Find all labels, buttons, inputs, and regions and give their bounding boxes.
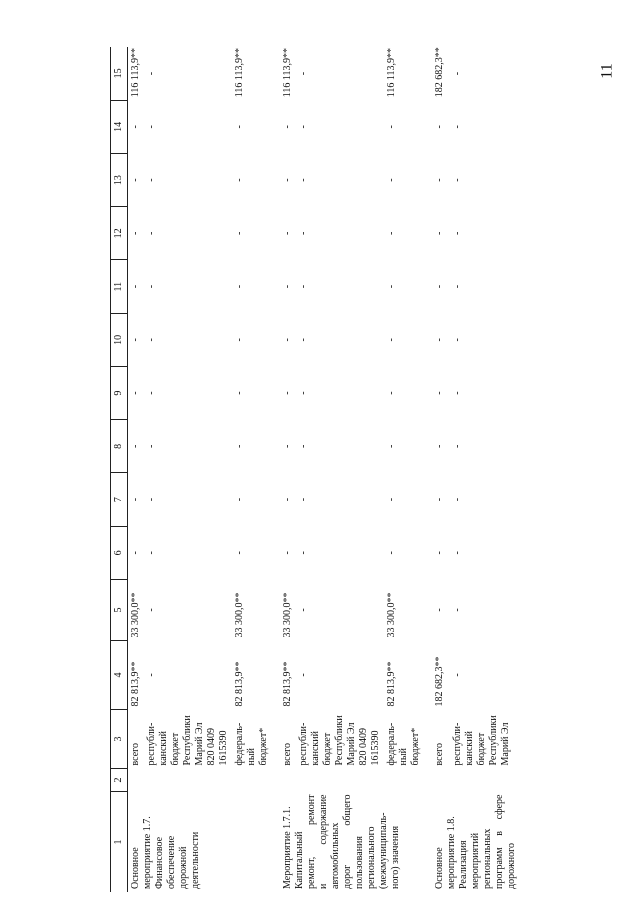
text-line: бюджет [475, 732, 487, 766]
text-line: Марий Эл [499, 722, 511, 766]
text-line: Основное [130, 847, 141, 889]
value-cell-col5: 33 300,0** [282, 592, 293, 638]
funding-source-cell [450, 710, 520, 769]
table-row [128, 47, 145, 892]
dash-cell-col10: - [146, 338, 157, 342]
text-line: Республики [182, 715, 193, 766]
dash-cell-col14: - [434, 125, 445, 129]
dash-cell-col9: - [298, 391, 309, 395]
dash-cell-col6: - [434, 551, 445, 555]
value-cell-col4: 82 813,9** [386, 661, 397, 707]
text-line: (межмуниципаль- [378, 812, 389, 889]
dash-cell-col10: - [130, 338, 141, 342]
text-line: 1615390 [370, 730, 381, 766]
value-cell-col4: - [451, 673, 463, 677]
value-cell-col15: - [298, 71, 309, 76]
table-body [128, 47, 521, 892]
text-line: обеспечение [166, 835, 177, 889]
dash-cell-col13: - [146, 178, 157, 182]
text-line: и содержание [318, 794, 329, 889]
value-cell-col5: 33 300,0** [386, 592, 397, 638]
dash-cell-col14: - [234, 125, 245, 129]
text-line: мероприятий [470, 832, 481, 889]
text-line: ного) значения [390, 825, 401, 889]
column-header-15: 15 [111, 47, 128, 100]
text-line: автомобильных [330, 822, 341, 889]
table-header [111, 47, 128, 892]
column-header-2: 2 [111, 769, 128, 792]
dash-cell-col12: - [234, 231, 245, 236]
executor-cell [128, 769, 273, 792]
executor-cell [432, 769, 520, 792]
dash-cell-col8: - [234, 444, 245, 449]
text-line: бюджет* [258, 727, 269, 766]
dash-cell-col7: - [146, 497, 157, 502]
dash-cell-col7: - [130, 497, 141, 502]
text-line: бюджет [170, 732, 181, 766]
funding-source-cell [432, 710, 450, 769]
dash-cell-col11: - [451, 284, 463, 289]
column-header-1: 1 [111, 792, 128, 893]
dash-cell-col13: - [451, 178, 463, 182]
dash-cell-col14: - [282, 125, 293, 129]
funding-source-cell [384, 710, 424, 769]
dash-cell-col8: - [386, 444, 397, 449]
text-line: канский [463, 731, 475, 766]
dash-cell-col12: - [146, 231, 157, 236]
executor-cell [280, 769, 424, 792]
dash-cell-col13: - [386, 178, 397, 182]
table-row [450, 47, 520, 892]
dash-cell-col9: - [282, 391, 293, 395]
text-line: Капитальный [294, 831, 305, 889]
text-line: деятельности [190, 831, 201, 889]
dash-cell-col6: - [130, 551, 141, 555]
dash-cell-col6: - [282, 551, 293, 555]
table-row [432, 47, 450, 892]
text-line: 820 0409 [358, 728, 369, 766]
table-row [280, 47, 296, 892]
dash-cell-col8: - [451, 444, 463, 449]
activity-name-cell [280, 792, 424, 893]
text-line: дорожной [178, 846, 189, 889]
dash-cell-col11: - [146, 284, 157, 289]
text-line: бюджет [322, 732, 333, 766]
column-header-3: 3 [111, 710, 128, 769]
dash-cell-col11: - [386, 284, 397, 289]
dash-cell-col12: - [130, 231, 141, 236]
table-row [232, 47, 272, 892]
rotated-table-container [110, 47, 540, 892]
text-line: федераль- [386, 722, 397, 766]
column-header-4: 4 [111, 641, 128, 710]
page-number: 11 [598, 63, 616, 79]
dash-cell-col12: - [451, 231, 463, 236]
text-line: Республики [334, 715, 345, 766]
column-header-6: 6 [111, 526, 128, 579]
dash-cell-col6: - [234, 551, 245, 555]
text-line: программ в сфере [494, 794, 505, 889]
dash-cell-col10: - [234, 338, 245, 342]
dash-cell-col13: - [234, 178, 245, 182]
text-line: Финансовое [154, 836, 165, 889]
dash-cell-col8: - [298, 444, 309, 449]
value-cell-col15: - [146, 71, 157, 76]
text-line: всего [282, 742, 293, 766]
value-cell-col4: 82 813,9** [282, 661, 293, 707]
dash-cell-col9: - [130, 391, 141, 395]
funding-source-cell [280, 710, 296, 769]
value-cell-col5: 33 300,0** [234, 592, 245, 638]
value-cell-col15: 116 113,9** [282, 47, 293, 98]
dash-cell-col6: - [386, 551, 397, 555]
text-line: Марий Эл [194, 722, 205, 766]
table-row [144, 47, 232, 892]
column-header-14: 14 [111, 100, 128, 153]
dash-cell-col12: - [386, 231, 397, 236]
dash-cell-col10: - [298, 338, 309, 342]
text-line: канский [310, 731, 321, 766]
value-cell-col15: 116 113,9** [386, 47, 397, 98]
dash-cell-col14: - [130, 125, 141, 129]
text-line: республи- [298, 722, 309, 766]
value-cell-col4: 182 682,3** [434, 656, 445, 707]
dash-cell-col12: - [298, 231, 309, 236]
dash-cell-col10: - [282, 338, 293, 342]
value-cell-col4: - [298, 673, 309, 677]
dash-cell-col11: - [130, 284, 141, 289]
text-line: республи- [146, 722, 157, 766]
text-line: 820 0409 [206, 728, 217, 766]
dash-cell-col14: - [386, 125, 397, 129]
value-cell-col5: 33 300,0** [130, 592, 141, 638]
dash-cell-col6: - [451, 551, 463, 555]
text-line: Реализация [458, 840, 469, 889]
dash-cell-col10: - [386, 338, 397, 342]
dash-cell-col9: - [234, 391, 245, 395]
text-line: пользования [354, 836, 365, 889]
dash-cell-col7: - [451, 497, 463, 502]
text-line: всего [130, 742, 141, 766]
value-cell-col4: 82 813,9** [234, 661, 245, 707]
dash-cell-col6: - [298, 551, 309, 555]
text-line: Марий Эл [346, 722, 357, 766]
text-line: региональных [482, 828, 493, 889]
value-cell-col15: - [451, 71, 463, 76]
dash-cell-col8: - [130, 444, 141, 449]
text-line: дорог общего [342, 794, 353, 889]
budget-table [110, 47, 520, 892]
dash-cell-col13: - [282, 178, 293, 182]
text-line: бюджет* [410, 727, 421, 766]
value-cell-col5: - [434, 608, 445, 612]
dash-cell-col9: - [386, 391, 397, 395]
column-header-8: 8 [111, 420, 128, 473]
column-header-12: 12 [111, 207, 128, 260]
dash-cell-col11: - [434, 284, 445, 289]
dash-cell-col8: - [282, 444, 293, 449]
column-header-7: 7 [111, 473, 128, 526]
dash-cell-col14: - [451, 125, 463, 129]
dash-cell-col13: - [434, 178, 445, 182]
dash-cell-col11: - [282, 284, 293, 289]
text-line: канский [158, 731, 169, 766]
text-line: республи- [451, 722, 463, 766]
table-row [296, 47, 384, 892]
value-cell-col5: - [146, 608, 157, 612]
text-line: мероприятие 1.7. [142, 816, 153, 889]
column-header-9: 9 [111, 367, 128, 420]
text-line: ремонт, ремонт [306, 794, 317, 889]
dash-cell-col7: - [234, 497, 245, 502]
value-cell-col15: 116 113,9** [130, 47, 141, 98]
funding-source-cell [232, 710, 272, 769]
funding-source-cell [296, 710, 384, 769]
dash-cell-col7: - [298, 497, 309, 502]
value-cell-col15: 116 113,9** [234, 47, 245, 98]
dash-cell-col13: - [298, 178, 309, 182]
text-line: Мероприятие 1.7.1. [282, 806, 293, 889]
column-header-10: 10 [111, 313, 128, 366]
value-cell-col4: 82 813,9** [130, 661, 141, 707]
dash-cell-col7: - [386, 497, 397, 502]
dash-cell-col12: - [282, 231, 293, 236]
column-header-5: 5 [111, 580, 128, 641]
text-line: ный [246, 748, 257, 766]
dash-cell-col13: - [130, 178, 141, 182]
funding-source-cell [144, 710, 232, 769]
dash-cell-col12: - [434, 231, 445, 236]
dash-cell-col7: - [434, 497, 445, 502]
text-line: всего [434, 742, 445, 766]
text-line: федераль- [234, 722, 245, 766]
dash-cell-col8: - [434, 444, 445, 449]
dash-cell-col6: - [146, 551, 157, 555]
dash-cell-col7: - [282, 497, 293, 502]
value-cell-col5: - [451, 608, 463, 612]
column-header-13: 13 [111, 154, 128, 207]
dash-cell-col9: - [146, 391, 157, 395]
dash-cell-col11: - [298, 284, 309, 289]
activity-name-cell [128, 792, 273, 893]
text-line: ный [398, 748, 409, 766]
dash-cell-col14: - [298, 125, 309, 129]
dash-cell-col9: - [434, 391, 445, 395]
dash-cell-col9: - [451, 391, 463, 395]
dash-cell-col10: - [451, 338, 463, 342]
text-line: мероприятие 1.8. [446, 816, 457, 889]
funding-source-cell [128, 710, 145, 769]
text-line: регионального [366, 826, 377, 889]
text-line: 1615390 [218, 730, 229, 766]
activity-name-cell [432, 792, 520, 893]
text-line: Основное [434, 847, 445, 889]
text-line: Республики [487, 715, 499, 766]
table-row [384, 47, 424, 892]
value-cell-col5: - [298, 608, 309, 612]
column-header-11: 11 [111, 260, 128, 313]
dash-cell-col10: - [434, 338, 445, 342]
dash-cell-col14: - [146, 125, 157, 129]
value-cell-col4: - [146, 673, 157, 677]
dash-cell-col11: - [234, 284, 245, 289]
value-cell-col15: 182 682,3** [434, 47, 445, 98]
text-line: дорожного [506, 843, 517, 889]
dash-cell-col8: - [146, 444, 157, 449]
